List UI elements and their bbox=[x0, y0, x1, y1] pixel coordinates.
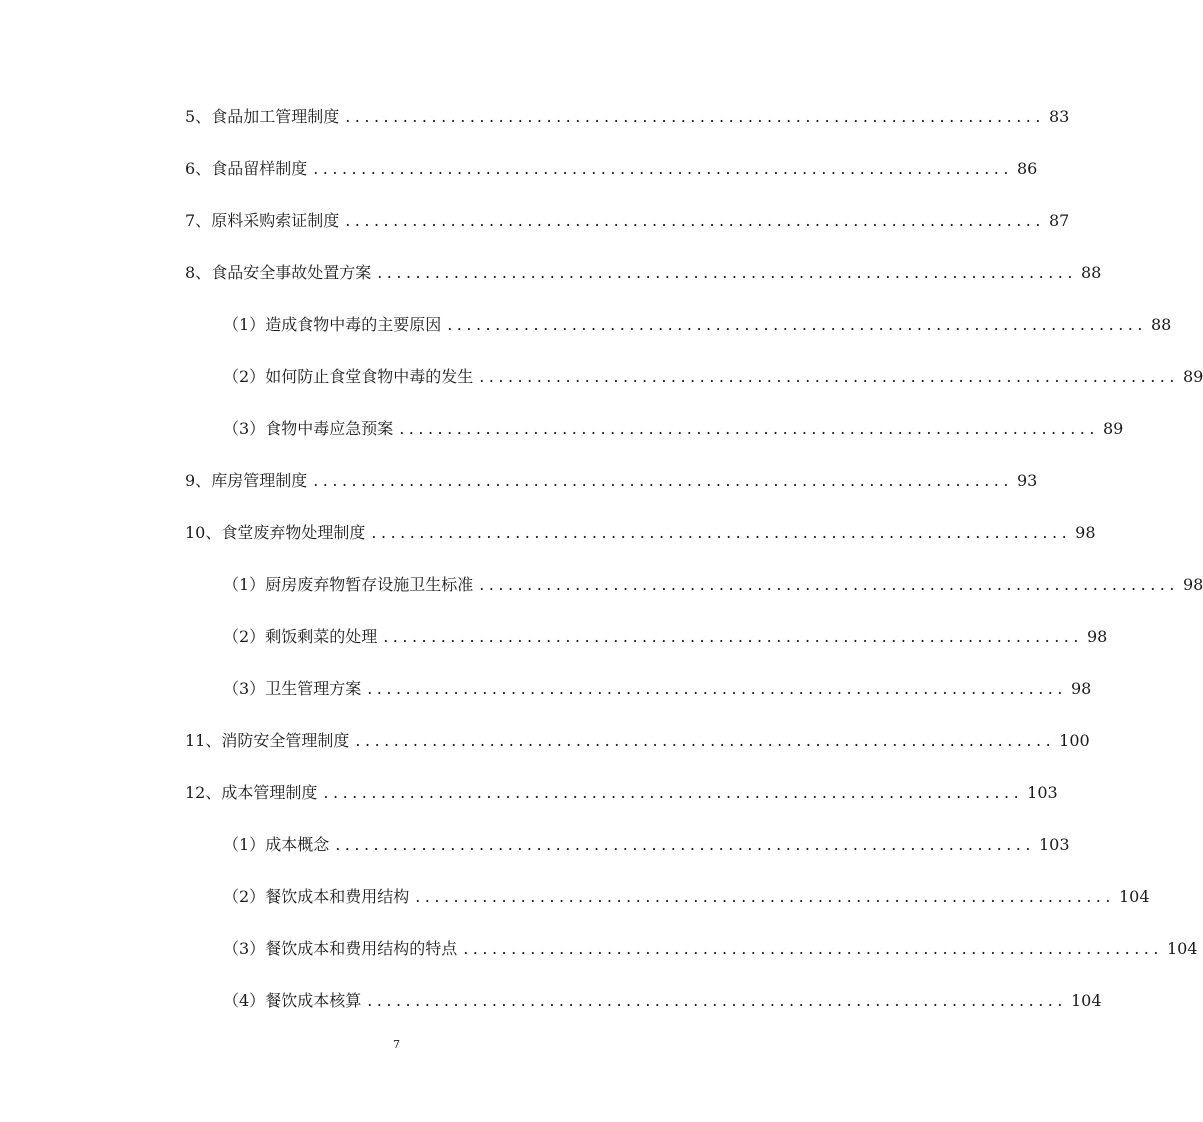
toc-entry-title: 卫生管理方案 bbox=[265, 679, 362, 698]
toc-entry[interactable] bbox=[185, 466, 1038, 496]
toc-subentry[interactable] bbox=[223, 986, 1102, 1016]
toc-entry-title: 食品加工管理制度 bbox=[211, 107, 340, 126]
toc-entry[interactable] bbox=[185, 518, 1096, 548]
toc-subentry[interactable] bbox=[223, 362, 1203, 392]
toc-entry-page: 89 bbox=[1102, 419, 1124, 438]
toc-entry-number: （2） bbox=[223, 887, 266, 906]
toc-entry-title: 餐饮成本和费用结构 bbox=[265, 887, 410, 906]
dot-leader: ......................................................................... bbox=[447, 315, 1147, 334]
toc-entry-page: 103 bbox=[1027, 783, 1058, 802]
toc-entry-title: 食物中毒应急预案 bbox=[265, 419, 394, 438]
dot-leader: ......................................................................... bbox=[383, 627, 1083, 646]
toc-entry-page: 88 bbox=[1150, 315, 1172, 334]
dot-leader: ......................................................................... bbox=[367, 991, 1067, 1010]
dot-leader: ......................................................................... bbox=[399, 419, 1099, 438]
toc-entry-page: 87 bbox=[1048, 211, 1070, 230]
toc-subentry[interactable] bbox=[223, 830, 1070, 860]
toc-entry-number: （2） bbox=[223, 627, 266, 646]
toc-entry-title: 食品留样制度 bbox=[211, 159, 308, 178]
toc-entry-title: 如何防止食堂食物中毒的发生 bbox=[265, 367, 474, 386]
toc-entry-number: 7、 bbox=[185, 211, 212, 230]
toc-subentry[interactable] bbox=[223, 570, 1203, 600]
toc-entry-page: 89 bbox=[1182, 367, 1203, 386]
toc-entry-number: 9、 bbox=[185, 471, 212, 490]
toc-entry-page: 98 bbox=[1075, 523, 1096, 542]
toc-entry-title: 餐饮成本和费用结构的特点 bbox=[265, 939, 458, 958]
dot-leader: ......................................................................... bbox=[345, 107, 1045, 126]
dot-leader: ......................................................................... bbox=[323, 783, 1024, 802]
toc-subentry[interactable] bbox=[223, 414, 1124, 444]
toc-entry-page: 83 bbox=[1048, 107, 1070, 126]
toc-entry[interactable] bbox=[185, 778, 1058, 808]
dot-leader: ......................................................................... bbox=[335, 835, 1035, 854]
toc-entry-number: 11、 bbox=[185, 731, 222, 750]
toc-entry-title: 成本管理制度 bbox=[221, 783, 318, 802]
toc-entry-page: 98 bbox=[1182, 575, 1203, 594]
toc-entry-title: 库房管理制度 bbox=[211, 471, 308, 490]
toc-entry-number: 10、 bbox=[185, 523, 222, 542]
toc-entry-number: （3） bbox=[223, 419, 266, 438]
dot-leader: ......................................................................... bbox=[313, 471, 1013, 490]
toc-subentry[interactable] bbox=[223, 310, 1172, 340]
dot-leader: ......................................................................... bbox=[377, 263, 1077, 282]
toc-subentry[interactable] bbox=[223, 622, 1108, 652]
dot-leader: ......................................................................... bbox=[355, 731, 1056, 750]
toc-entry-number: （3） bbox=[223, 679, 266, 698]
dot-leader: ......................................................................... bbox=[479, 367, 1179, 386]
toc-subentry[interactable] bbox=[223, 934, 1198, 964]
toc-entry-title: 食品安全事故处置方案 bbox=[211, 263, 372, 282]
toc-entry[interactable] bbox=[185, 258, 1102, 288]
toc-entry[interactable] bbox=[185, 154, 1038, 184]
toc-entry-number: （1） bbox=[223, 835, 266, 854]
toc-entry-page: 104 bbox=[1070, 991, 1102, 1010]
dot-leader: ......................................................................... bbox=[345, 211, 1045, 230]
toc-entry-number: （2） bbox=[223, 367, 266, 386]
toc-entry-page: 93 bbox=[1016, 471, 1038, 490]
dot-leader: ......................................................................... bbox=[415, 887, 1115, 906]
toc-entry-title: 成本概念 bbox=[265, 835, 330, 854]
toc-entry-number: 6、 bbox=[185, 159, 212, 178]
toc-entry-number: （1） bbox=[223, 575, 266, 594]
toc-entry-page: 98 bbox=[1086, 627, 1108, 646]
toc-entry-page: 103 bbox=[1038, 835, 1070, 854]
toc-entry-number: （3） bbox=[223, 939, 266, 958]
toc-entry[interactable] bbox=[185, 102, 1070, 132]
toc-entry-page: 86 bbox=[1016, 159, 1038, 178]
dot-leader: ......................................................................... bbox=[463, 939, 1163, 958]
dot-leader: ......................................................................... bbox=[367, 679, 1067, 698]
toc-entry-title: 剩饭剩菜的处理 bbox=[265, 627, 378, 646]
toc-entry-page: 104 bbox=[1166, 939, 1198, 958]
dot-leader: ......................................................................... bbox=[371, 523, 1072, 542]
page-number: 7 bbox=[393, 1038, 400, 1051]
toc-entry-title: 餐饮成本核算 bbox=[265, 991, 362, 1010]
toc-subentry[interactable] bbox=[223, 674, 1092, 704]
dot-leader: ......................................................................... bbox=[479, 575, 1179, 594]
toc-subentry[interactable] bbox=[223, 882, 1150, 912]
toc-entry-number: 5、 bbox=[185, 107, 212, 126]
toc-entry-number: 8、 bbox=[185, 263, 212, 282]
dot-leader: ......................................................................... bbox=[313, 159, 1013, 178]
toc-entry-number: （1） bbox=[223, 315, 266, 334]
toc-entry[interactable] bbox=[185, 206, 1070, 236]
toc-entry-title: 食堂废弃物处理制度 bbox=[221, 523, 366, 542]
toc-entry-title: 原料采购索证制度 bbox=[211, 211, 340, 230]
toc-entry[interactable] bbox=[185, 726, 1090, 756]
toc-entry-page: 100 bbox=[1059, 731, 1090, 750]
toc-entry-title: 厨房废弃物暂存设施卫生标准 bbox=[265, 575, 474, 594]
toc-entry-page: 98 bbox=[1070, 679, 1092, 698]
toc-entry-number: 12、 bbox=[185, 783, 222, 802]
toc-entry-page: 88 bbox=[1080, 263, 1102, 282]
toc-entry-title: 造成食物中毒的主要原因 bbox=[265, 315, 442, 334]
toc-entry-title: 消防安全管理制度 bbox=[221, 731, 350, 750]
toc-entry-page: 104 bbox=[1118, 887, 1150, 906]
toc-entry-number: （4） bbox=[223, 991, 266, 1010]
